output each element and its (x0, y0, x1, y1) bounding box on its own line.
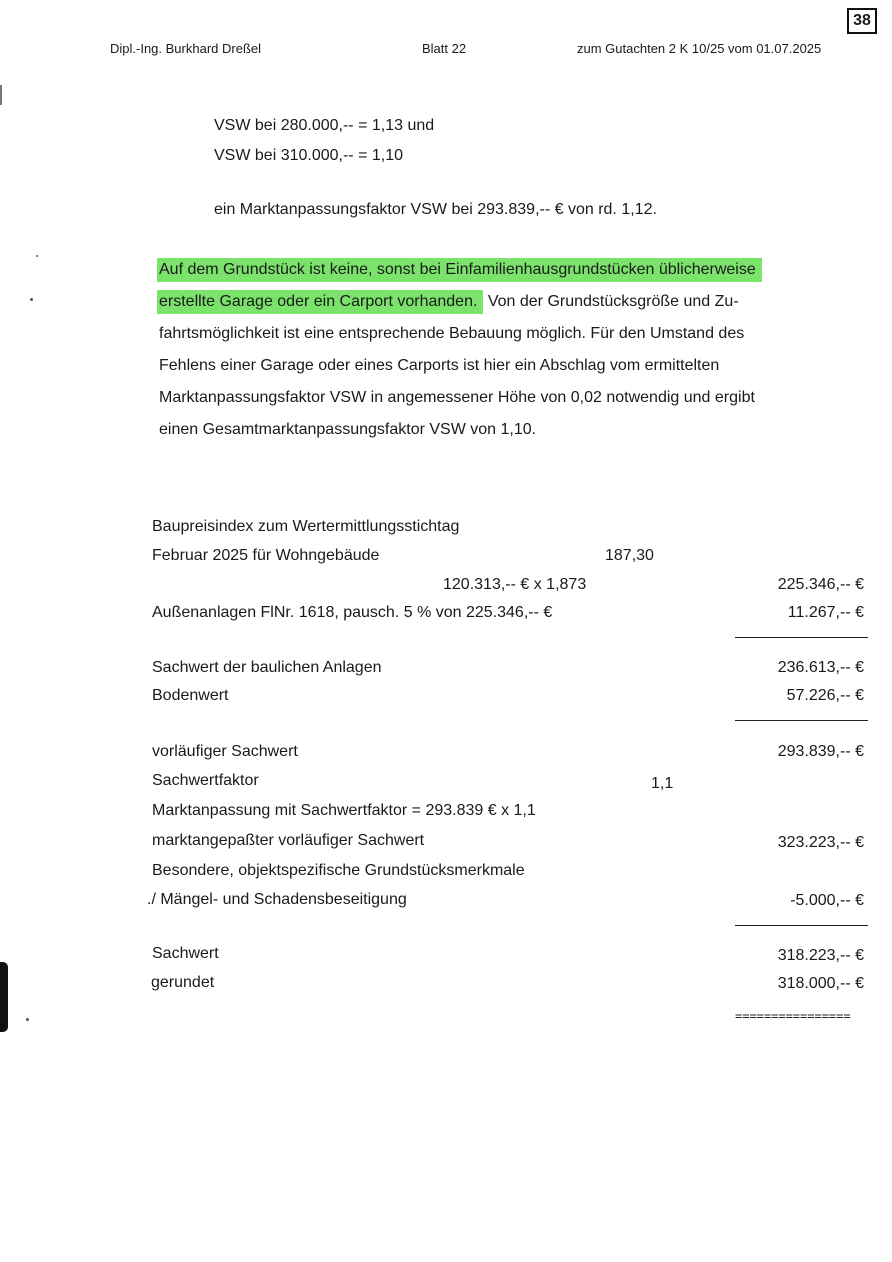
paragraph-line-4: Fehlens einer Garage oder eines Carports ist hier ein Abschlag vom ermittelten (159, 357, 720, 374)
paragraph-line-2-rest: Von der Grundstücksgröße und Zu- (483, 293, 739, 310)
outdoor-label: Außenanlagen FlNr. 1618, pausch. 5 % von 225.346,-- € (152, 604, 553, 621)
scan-artifact-dot (26, 1018, 29, 1021)
double-underline: ================ (735, 1009, 851, 1023)
scan-artifact-dot (36, 255, 38, 257)
rounded-value: 318.000,-- € (777, 975, 864, 992)
structural-value: 236.613,-- € (777, 659, 864, 676)
adjusted-value: 323.223,-- € (777, 834, 864, 851)
header-reference: zum Gutachten 2 K 10/25 vom 01.07.2025 (577, 41, 822, 56)
index-period: Februar 2025 für Wohngebäude (152, 547, 380, 564)
vsw-line-2: VSW bei 310.000,-- = 1,10 (214, 147, 403, 164)
header-author: Dipl.-Ing. Burkhard Dreßel (110, 41, 261, 56)
vsw-line-3: ein Marktanpassungsfaktor VSW bei 293.839,-- € von rd. 1,12. (214, 201, 657, 218)
multiplication-text: 120.313,-- € x 1,873 (443, 576, 587, 593)
highlight-text-1: Auf dem Grundstück ist keine, sonst bei Einfamilienhausgrundstücken üblicherweise (157, 258, 762, 282)
factor-value: 1,1 (651, 775, 674, 792)
paragraph-line-2 (159, 286, 859, 318)
prelim-value: 293.839,-- € (777, 743, 864, 760)
structural-label: Sachwert der baulichen Anlagen (152, 659, 382, 676)
index-value: 187,30 (605, 547, 654, 564)
page-number-box: 38 (847, 8, 877, 34)
scan-artifact-edge (0, 85, 2, 105)
multiplication-result: 225.346,-- € (777, 576, 864, 593)
final-label: Sachwert (152, 945, 219, 962)
paragraph-line-1 (159, 254, 859, 286)
paragraph-line-3: fahrtsmöglichkeit ist eine entsprechende Bebauung möglich. Für den Umstand des (159, 325, 745, 342)
defects-label: ./ Mängel- und Schadensbeseitigung (147, 891, 407, 908)
garage-paragraph (159, 254, 859, 446)
land-value: 57.226,-- € (786, 687, 864, 704)
sum-rule-2 (735, 720, 868, 721)
final-value: 318.223,-- € (777, 947, 864, 964)
rounded-label: gerundet (151, 974, 215, 991)
paragraph-line-6: einen Gesamtmarktanpassungsfaktor VSW von 1,10. (159, 421, 537, 438)
special-label: Besondere, objektspezifische Grundstücksmerkmale (152, 862, 525, 879)
sum-rule-3 (735, 925, 868, 926)
header-sheet: Blatt 22 (422, 41, 467, 56)
index-label: Baupreisindex zum Wertermittlungsstichtag (152, 518, 460, 535)
highlight-text-2: erstellte Garage oder ein Carport vorhanden. (157, 290, 483, 314)
scan-artifact-mark (0, 962, 8, 1032)
factor-label: Sachwertfaktor (152, 772, 259, 789)
outdoor-value: 11.267,-- € (787, 604, 864, 621)
paragraph-line-5: Marktanpassungsfaktor VSW in angemessener Höhe von 0,02 notwendig und ergibt (159, 389, 755, 406)
scan-artifact-dot (30, 298, 33, 301)
adjusted-label: marktangepaßter vorläufiger Sachwert (152, 832, 425, 849)
adjustment-label: Marktanpassung mit Sachwertfaktor = 293.839 € x 1,1 (152, 802, 536, 819)
defects-value: -5.000,-- € (790, 892, 864, 909)
vsw-line-1: VSW bei 280.000,-- = 1,13 und (214, 117, 435, 134)
land-label: Bodenwert (152, 687, 229, 704)
sum-rule-1 (735, 637, 868, 638)
prelim-label: vorläufiger Sachwert (152, 743, 298, 760)
